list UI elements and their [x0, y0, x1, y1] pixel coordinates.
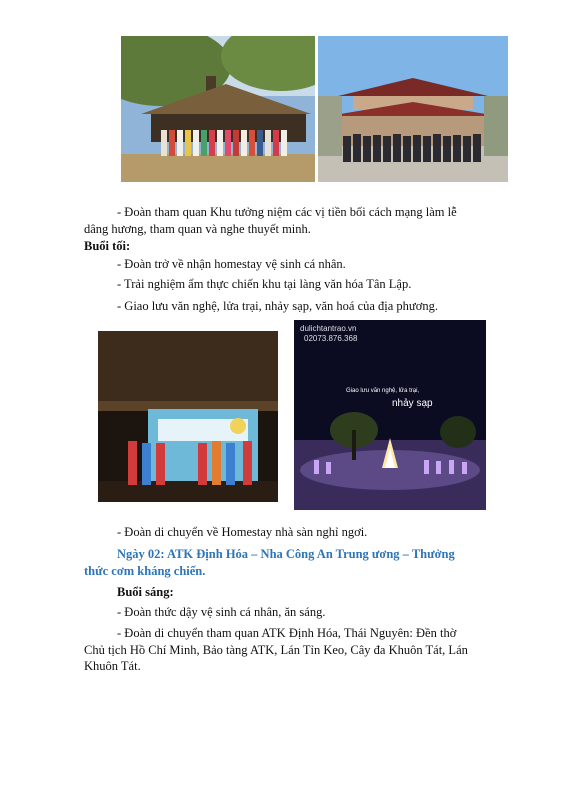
caption-line-1: Giao lưu văn nghệ, lửa trại, [346, 388, 420, 394]
photo-stage-performance [98, 331, 278, 502]
watermark-site: dulichtantrao.vn [300, 324, 357, 333]
paragraph-atk-visit: - Đoàn di chuyển tham quan ATK Định Hóa, Thái Nguyên: Đền thờ Chủ tịch Hồ Chí Minh, Bảo tàng ATK, Lán Tỉn Keo, Cây đa Khuôn Tát, Lán Khuôn Tát. [84, 626, 468, 673]
evening-heading: Buổi tối: [84, 239, 131, 253]
paragraph-cuisine: - Trải nghiệm ẩm thực chiến khu tại làng văn hóa Tân Lập. [117, 277, 412, 291]
paragraph-return-homestay: - Đoàn di chuyển về Homestay nhà sàn nghỉ ngơi. [117, 525, 368, 539]
morning-heading: Buổi sáng: [117, 585, 174, 599]
day2-heading: Ngày 02: ATK Định Hóa – Nha Công An Trung ương – Thưởng thức cơm kháng chiến. [84, 547, 455, 578]
photo-thatched-house-group [121, 36, 315, 182]
watermark-phone: 02073.876.368 [304, 334, 358, 343]
paragraph-cultural-exchange: - Giao lưu văn nghệ, lửa trại, nhảy sạp, văn hoá của địa phương. [117, 299, 438, 313]
photo-temple-group [318, 36, 508, 182]
photo-campfire-night [294, 320, 486, 510]
paragraph-homestay-return: - Đoàn trở về nhận homestay vệ sinh cá nhân. [117, 257, 346, 271]
paragraph-wake-up: - Đoàn thức dậy vệ sinh cá nhân, ăn sáng. [117, 605, 326, 619]
paragraph-memorial-visit: - Đoàn tham quan Khu tưởng niệm các vị tiền bối cách mạng làm lễ dâng hương, tham quan và nghe thuyết minh. [84, 205, 457, 236]
caption-line-2: nhảy sạp [392, 398, 433, 409]
